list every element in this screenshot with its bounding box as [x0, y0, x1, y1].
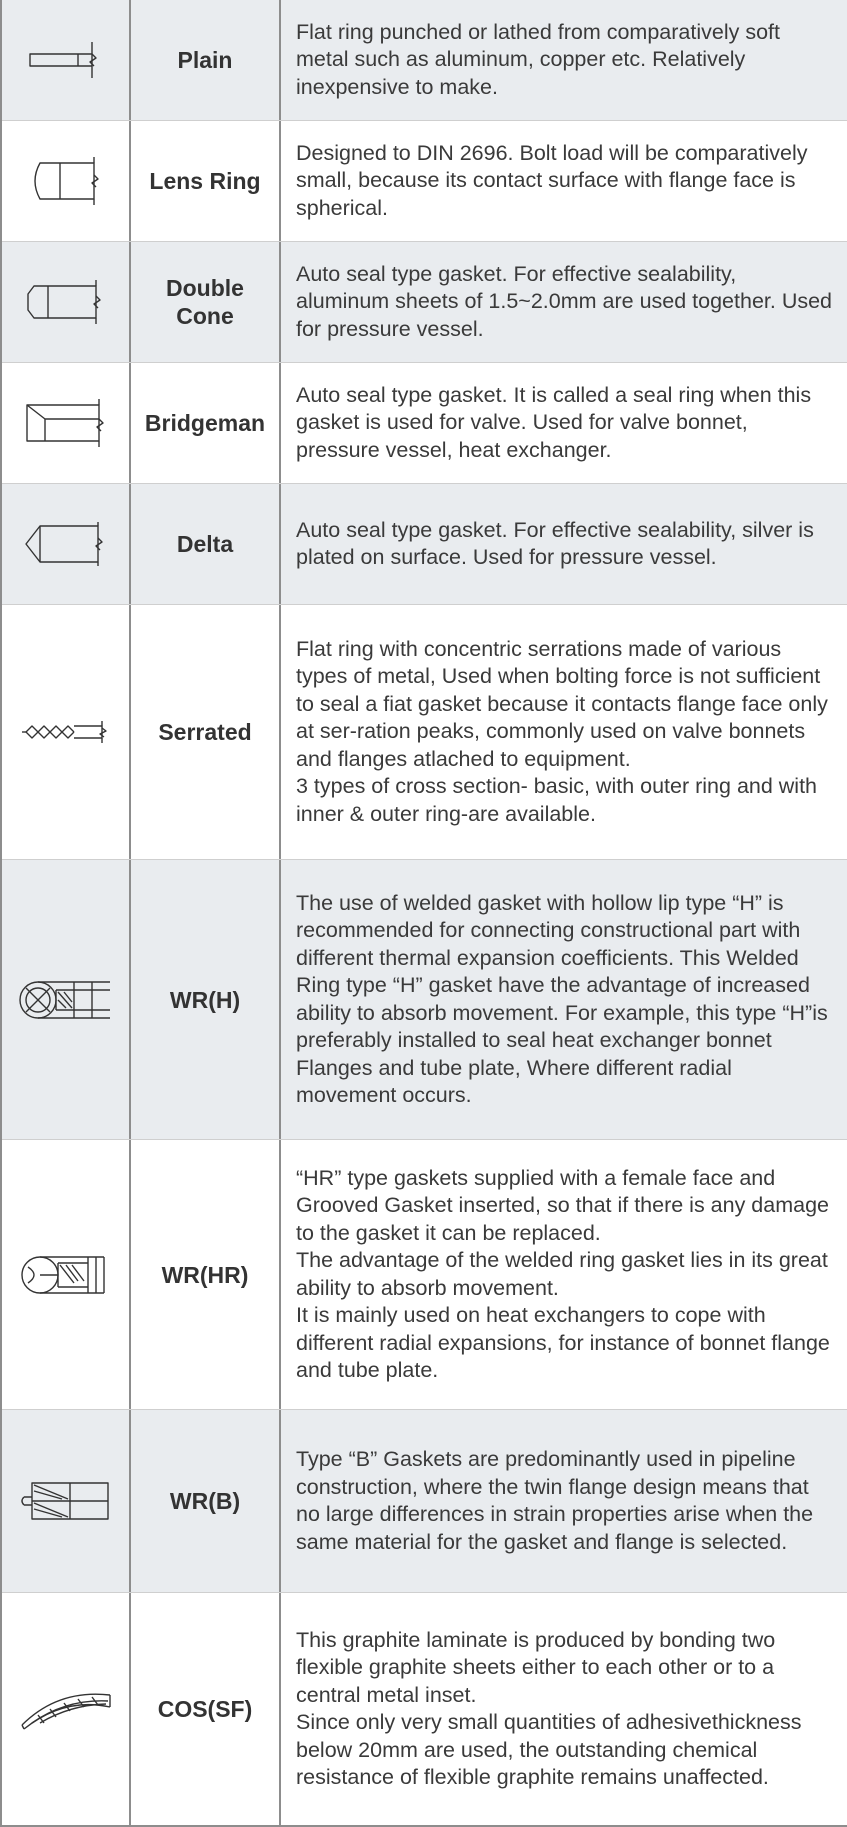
gasket-description: Flat ring punched or lathed from comparatively soft metal such as aluminum, copper etc. Relatively inexpensive to make. [296, 19, 780, 99]
lens-ring-gasket-icon [2, 121, 131, 241]
gasket-name: Lens Ring [131, 121, 281, 241]
gasket-description: Flat ring with concentric serrations made of various types of metal, Used when bolting force is not sufficient to seal a fiat gasket because it contacts flange face only at ser-ration peaks, commonly used on valve bonnets and flanges atlached to equipment. 3 types of cross section- basic, with outer ring and with inner & outer ring-are available. [296, 636, 828, 826]
gasket-description: Auto seal type gasket. For effective sealability, silver is plated on surface. Used for pressure vessel. [296, 517, 814, 569]
gasket-name: WR(H) [131, 860, 281, 1139]
table-row [2, 605, 847, 860]
gasket-description: Auto seal type gasket. For effective sealability, aluminum sheets of 1.5~2.0mm are used together. Used for pressure vessel. [296, 261, 833, 341]
table-row [2, 860, 847, 1140]
gasket-name: COS(SF) [131, 1593, 281, 1825]
table-row [2, 484, 847, 605]
plain-gasket-icon [2, 0, 131, 120]
welded-ring-h-gasket-icon [2, 860, 131, 1139]
double-cone-gasket-icon [2, 242, 131, 362]
gasket-name: WR(HR) [131, 1140, 281, 1409]
bridgeman-gasket-icon [2, 363, 131, 483]
serrated-gasket-icon [2, 605, 131, 859]
table-row [2, 0, 847, 121]
table-row [2, 121, 847, 242]
gasket-description: “HR” type gaskets supplied with a female face and Grooved Gasket inserted, so that if there is any damage to the gasket it can be replaced. The advantage of the welded ring gasket lies in its great ability to absorb movement. It is mainly used on heat exchangers to cope with different radial expansions, for instance of bonnet flange and tube plate. [296, 1165, 830, 1382]
gasket-description: Designed to DIN 2696. Bolt load will be comparatively small, because its contact surface with flange face is spherical. [296, 140, 808, 220]
welded-ring-b-gasket-icon [2, 1410, 131, 1592]
gasket-name: Delta [131, 484, 281, 604]
table-row [2, 1593, 847, 1827]
gasket-description: Auto seal type gasket. It is called a seal ring when this gasket is used for valve. Used for valve bonnet, pressure vessel, heat exchanger. [296, 382, 812, 462]
gasket-description: Type “B” Gaskets are predominantly used in pipeline construction, where the twin flange design means that no large differences in strain properties arise when the same material for the gasket and flange is selected. [296, 1447, 814, 1554]
table-row [2, 1410, 847, 1593]
gasket-name: Bridgeman [131, 363, 281, 483]
table-row [2, 1140, 847, 1410]
gasket-name: Plain [131, 0, 281, 120]
table-row [2, 242, 847, 363]
delta-gasket-icon [2, 484, 131, 604]
welded-ring-hr-gasket-icon [2, 1140, 131, 1409]
table-row [2, 363, 847, 484]
gasket-name: WR(B) [131, 1410, 281, 1592]
gasket-description: The use of welded gasket with hollow lip type “H” is recommended for connecting constructional part with different thermal expansion coefficients. This Welded Ring type “H” gasket have the advantage of increased ability to absorb movement. For example, this type “H”is preferably installed to seal heat exchanger bonnet Flanges and tube plate, Where different radial movement occurs. [296, 890, 828, 1107]
gasket-name: Double Cone [131, 242, 281, 362]
cos-sf-graphite-laminate-icon [2, 1593, 131, 1825]
gasket-description: This graphite laminate is produced by bonding two flexible graphite sheets either to each other or to a central metal inset. Since only very small quantities of adhesivethickness below 20mm are used, the outstanding chemical resistance of flexible graphite remains unaffected. [296, 1627, 802, 1789]
gasket-name: Serrated [131, 605, 281, 859]
